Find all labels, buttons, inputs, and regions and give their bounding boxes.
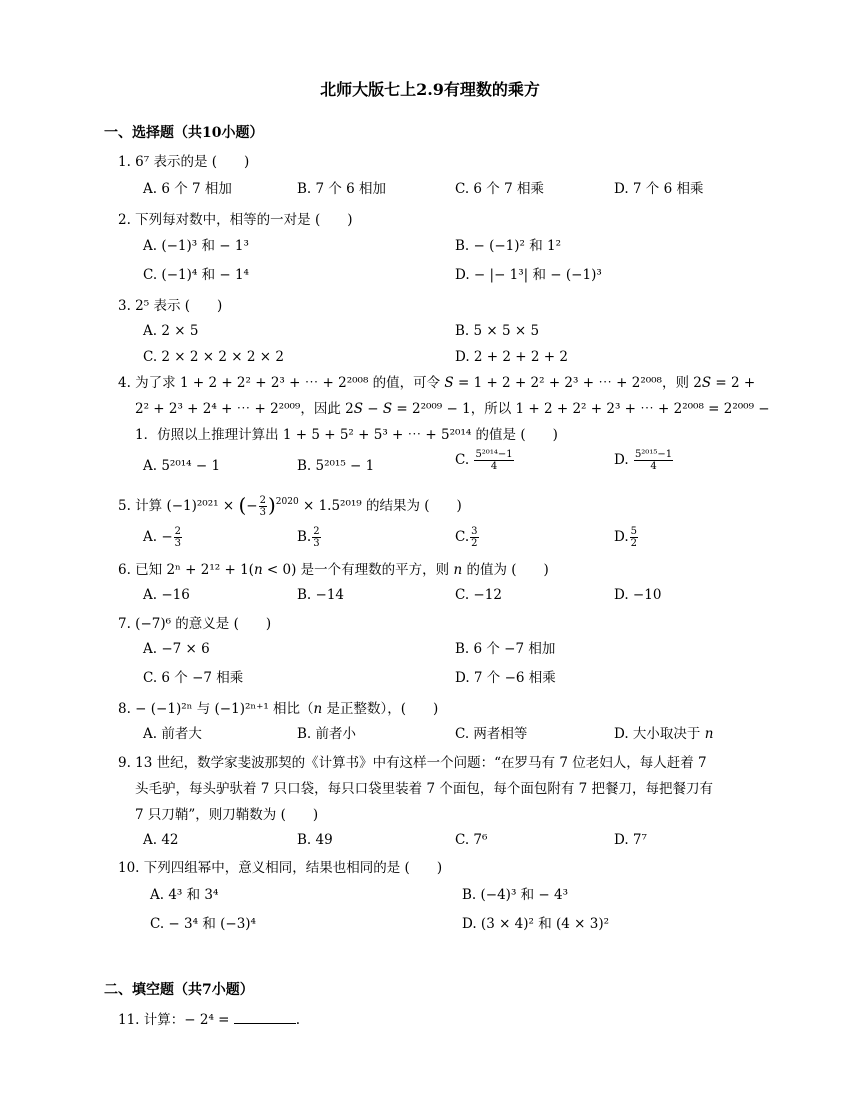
question-5-stem-end: × 1.5²⁰¹⁹ 的结果为 ( ): [298, 498, 462, 514]
option-c-label: C.: [455, 452, 470, 468]
question-6-option-b: B. −14: [297, 587, 344, 603]
option-d-fraction: [630, 526, 638, 549]
fraction-numerator: 5: [630, 526, 638, 537]
section-heading-fill-in: 二、填空题（共7小题）: [104, 982, 254, 998]
question-10-option-a: A. 4³ 和 3⁴: [150, 887, 219, 903]
question-7-option-a: A. −7 × 6: [143, 641, 210, 657]
question-5-fraction: [259, 495, 267, 518]
fraction-numerator: 2: [259, 495, 266, 506]
question-9-line-1: 9. 13 世纪，数学家斐波那契的《计算书》中有这样一个问题：“在罗马有 7 位老妇人，每人赶着 7: [118, 755, 707, 771]
fraction-denominator: 2: [471, 538, 478, 549]
fraction-denominator: 3: [174, 538, 182, 549]
question-5-option-d: [614, 526, 639, 549]
question-8-stem: 8. − (−1)²ⁿ 与 (−1)²ⁿ⁺¹ 相比（𝑛 是正整数），( ): [118, 701, 439, 717]
minus-sign: −: [246, 498, 258, 514]
question-1-stem: 1. 6⁷ 表示的是 ( ): [118, 154, 250, 170]
fraction-denominator: 4: [650, 461, 657, 472]
question-5-option-b: [297, 526, 322, 549]
question-3-option-d: D. 2 + 2 + 2 + 2: [455, 349, 568, 365]
question-5-option-a: [143, 526, 183, 549]
question-10-option-c: C. − 3⁴ 和 (−3)⁴: [150, 916, 256, 932]
question-4-option-d: [614, 449, 674, 472]
option-c-fraction: [474, 449, 513, 472]
page-title: 北师大版七上2.9有理数的乘方: [320, 80, 540, 99]
question-5-option-c: [455, 526, 480, 549]
fraction-denominator: 3: [259, 507, 266, 518]
question-4-line-1: 4. 为了求 1 + 2 + 2² + 2³ + ⋯ + 2²⁰⁰⁸ 的值，可令 𝑆 = 1 + 2 + 2² + 2³ + ⋯ + 2²⁰⁰⁸，则 2𝑆 = 2 +: [118, 375, 756, 391]
question-9-option-a: A. 42: [143, 832, 179, 848]
section-heading-choice: 一、选择题（共10小题）: [104, 125, 264, 141]
question-4-option-a: A. 5²⁰¹⁴ − 1: [143, 458, 221, 474]
question-2-option-a: A. (−1)³ 和 − 1³: [143, 238, 249, 254]
fraction-numerator: 5²⁰¹⁵−1: [634, 449, 673, 460]
question-7-stem: 7. (−7)⁶ 的意义是 ( ): [118, 616, 272, 632]
question-6-option-d: D. −10: [614, 587, 662, 603]
question-10-option-b: B. (−4)³ 和 − 4³: [462, 887, 569, 903]
close-paren: ): [267, 493, 276, 517]
option-a-label: A. −: [143, 529, 173, 545]
question-10-stem: 10. 下列四组幂中，意义相同，结果也相同的是 ( ): [118, 860, 443, 876]
fraction-numerator: 3: [471, 526, 478, 537]
answer-blank[interactable]: [234, 1010, 296, 1024]
question-1-option-a: A. 6 个 7 相加: [143, 181, 232, 197]
option-b-fraction: [312, 526, 320, 549]
question-3-option-a: A. 2 × 5: [143, 323, 199, 339]
question-1-option-b: B. 7 个 6 相加: [297, 181, 387, 197]
question-9-option-d: D. 7⁷: [614, 832, 647, 848]
question-1-option-c: C. 6 个 7 相乘: [455, 181, 544, 197]
question-3-option-c: C. 2 × 2 × 2 × 2 × 2: [143, 349, 284, 365]
question-5-stem: [118, 493, 462, 518]
question-9-option-c: C. 7⁶: [455, 832, 488, 848]
question-8-option-d: D. 大小取决于 𝑛: [614, 726, 714, 742]
question-7-option-d: D. 7 个 −6 相乘: [455, 670, 556, 686]
question-6-stem: 6. 已知 2ⁿ + 2¹² + 1(𝑛 < 0) 是一个有理数的平方，则 𝑛 的值为 ( ): [118, 562, 549, 578]
fraction-numerator: 2: [313, 526, 320, 537]
question-11: [118, 1010, 300, 1030]
question-9-line-2: 头毛驴，每头驴驮着 7 只口袋，每只口袋里装着 7 个面包，每个面包附有 7 把餐刀，每把餐刀有: [135, 781, 714, 797]
option-b-label: B.: [297, 529, 312, 545]
question-7-option-c: C. 6 个 −7 相乘: [143, 670, 244, 686]
question-11-end: .: [295, 1012, 301, 1028]
question-1-option-d: D. 7 个 6 相乘: [614, 181, 704, 197]
question-8-option-b: B. 前者小: [297, 726, 357, 742]
option-d-label: D.: [614, 529, 629, 545]
question-4-option-c: [455, 449, 515, 472]
exponent: 2020: [275, 496, 299, 507]
question-6-option-c: C. −12: [455, 587, 502, 603]
open-paren: (: [238, 493, 247, 517]
question-2-option-c: C. (−1)⁴ 和 − 1⁴: [143, 267, 249, 283]
option-d-fraction: [634, 449, 673, 472]
option-c-label: C.: [455, 529, 470, 545]
fraction-denominator: 4: [490, 461, 498, 472]
question-9-line-3: 7 只刀鞘”，则刀鞘数为 ( ): [135, 807, 319, 823]
fraction-numerator: 5²⁰¹⁴−1: [475, 449, 513, 460]
question-3-stem: 3. 2⁵ 表示 ( ): [118, 298, 223, 314]
option-a-fraction: [174, 526, 182, 549]
question-5-stem-start: 5. 计算 (−1)²⁰²¹ ×: [118, 498, 239, 514]
question-11-stem: 11. 计算：− 2⁴ =: [118, 1012, 230, 1028]
question-8-option-c: C. 两者相等: [455, 726, 528, 742]
question-9-option-b: B. 49: [297, 832, 333, 848]
question-3-option-b: B. 5 × 5 × 5: [455, 323, 540, 339]
question-2-stem: 2. 下列每对数中，相等的一对是 ( ): [118, 212, 353, 228]
option-c-fraction: [470, 526, 478, 549]
fraction-denominator: 3: [313, 538, 320, 549]
question-8-option-a: A. 前者大: [143, 726, 202, 742]
option-d-label: D.: [614, 452, 629, 468]
question-6-option-a: A. −16: [143, 587, 190, 603]
question-4-line-2: 2² + 2³ + 2⁴ + ⋯ + 2²⁰⁰⁹，因此 2𝑆 − 𝑆 = 2²⁰⁰⁹ − 1，所以 1 + 2 + 2² + 2³ + ⋯ + 2²⁰⁰⁸ = 2²⁰⁰⁹ −: [135, 401, 770, 417]
question-4-line-3: 1．仿照以上推理计算出 1 + 5 + 5² + 5³ + ⋯ + 5²⁰¹⁴ 的值是 ( ): [135, 427, 558, 443]
fraction-denominator: 2: [630, 538, 638, 549]
question-10-option-d: D. (3 × 4)² 和 (4 × 3)²: [462, 916, 610, 932]
fraction-numerator: 2: [174, 526, 182, 537]
question-7-option-b: B. 6 个 −7 相加: [455, 641, 556, 657]
question-2-option-d: D. − |− 1³| 和 − (−1)³: [455, 267, 602, 283]
question-2-option-b: B. − (−1)² 和 1²: [455, 238, 562, 254]
question-4-option-b: B. 5²⁰¹⁵ − 1: [297, 458, 375, 474]
